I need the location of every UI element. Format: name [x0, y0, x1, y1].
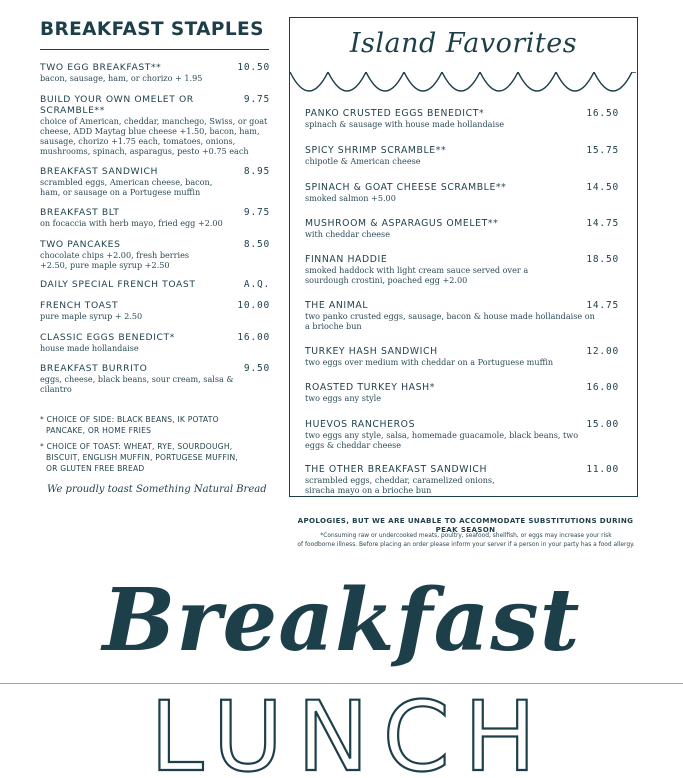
- item-price: 10.50: [237, 62, 270, 73]
- island-favorites-title: Island Favorites: [349, 28, 578, 59]
- item-price: 16.50: [586, 108, 619, 119]
- menu-item: [305, 145, 625, 166]
- item-description: two eggs over medium with cheddar on a Portuguese muffin: [305, 357, 554, 367]
- bread-note: We proudly toast Something Natural Bread: [47, 484, 267, 495]
- island-favorites-section: [289, 17, 638, 497]
- item-price: 16.00: [237, 332, 270, 343]
- side-choice-note: [40, 414, 270, 436]
- item-description: spinach & sausage with house made hollandaise: [305, 119, 505, 129]
- lunch-heading: [120, 678, 580, 778]
- item-name: THE OTHER BREAKFAST SANDWICH: [305, 464, 488, 475]
- note-line: BISCUIT, ENGLISH MUFFIN, PORTUGESE MUFFIN,: [46, 453, 238, 462]
- menu-item: [305, 108, 625, 129]
- note-line: * CHOICE OF SIDE: BLACK BEANS, IK POTATO: [40, 415, 219, 424]
- item-price: 9.75: [243, 94, 270, 105]
- item-name: BREAKFAST BURRITO: [40, 363, 148, 374]
- menu-item: [305, 382, 625, 403]
- item-price: A.Q.: [243, 279, 270, 290]
- menu-item: [40, 239, 270, 270]
- note-line: PANCAKE, OR HOME FRIES: [46, 426, 152, 435]
- item-description: two panko crusted eggs, sausage, bacon & house made hollandaise on a brioche bun: [305, 311, 595, 331]
- toast-choice-note: [40, 441, 270, 474]
- item-description: chipotle & American cheese: [305, 156, 421, 166]
- item-name: DAILY SPECIAL FRENCH TOAST: [40, 279, 196, 290]
- item-description: pure maple syrup + 2.50: [40, 311, 143, 321]
- item-description: smoked salmon +5.00: [305, 193, 396, 203]
- breakfast-staples-section: [40, 18, 270, 495]
- item-description: two eggs any style: [305, 393, 382, 403]
- item-name: SPICY SHRIMP SCRAMBLE**: [305, 145, 447, 156]
- breakfast-staples-title: BREAKFAST STAPLES: [40, 19, 264, 40]
- item-name: PANKO CRUSTED EGGS BENEDICT*: [305, 108, 485, 119]
- item-name: THE ANIMAL: [305, 300, 369, 311]
- item-name: SPINACH & GOAT CHEESE SCRAMBLE**: [305, 182, 507, 193]
- substitution-notice: APOLOGIES, BUT WE ARE UNABLE TO ACCOMMODATE SUBSTITUTIONS DURING PEAK SEASON: [297, 516, 634, 534]
- menu-item: [40, 207, 270, 228]
- item-description: smoked haddock with light cream sauce served over a sourdough crostini, poached egg +2.00: [305, 265, 529, 285]
- note-line: OR GLUTEN FREE BREAD: [46, 464, 145, 473]
- menu-item: [305, 182, 625, 203]
- consumer-advisory: [287, 532, 645, 550]
- item-price: 15.75: [586, 145, 619, 156]
- item-description: scrambled eggs, cheddar, caramelized onions, siracha mayo on a brioche bun: [305, 475, 495, 495]
- item-description: eggs, cheese, black beans, sour cream, salsa & cilantro: [40, 374, 234, 394]
- note-line: * CHOICE OF TOAST: WHEAT, RYE, SOURDOUGH,: [40, 442, 233, 451]
- menu-item: [305, 464, 625, 495]
- lunch-heading-text: LUNCH: [150, 681, 550, 778]
- menu-item: [40, 332, 270, 353]
- item-name: BREAKFAST SANDWICH: [40, 166, 159, 177]
- menu-item: [40, 363, 270, 394]
- item-description: house made hollandaise: [40, 343, 139, 353]
- menu-item: [40, 166, 270, 197]
- item-name: BUILD YOUR OWN OMELET OR SCRAMBLE**: [40, 94, 194, 116]
- item-name: FINNAN HADDIE: [305, 254, 388, 265]
- item-name: BREAKFAST BLT: [40, 207, 120, 218]
- item-price: 8.50: [243, 239, 270, 250]
- scallop-border: [290, 72, 636, 102]
- item-price: 14.50: [586, 182, 619, 193]
- item-name: TURKEY HASH SANDWICH: [305, 346, 438, 357]
- advisory-line: *Consuming raw or undercooked meats, poultry, seafood, shellfish, or eggs may increase your risk: [320, 533, 612, 539]
- menu-item: [305, 300, 625, 331]
- item-name: MUSHROOM & ASPARAGUS OMELET**: [305, 218, 499, 229]
- item-price: 9.75: [243, 207, 270, 218]
- item-name: TWO PANCAKES: [40, 239, 121, 250]
- item-price: 14.75: [586, 218, 619, 229]
- item-description: with cheddar cheese: [305, 229, 390, 239]
- item-price: 8.95: [243, 166, 270, 177]
- item-description: two eggs any style, salsa, homemade guacamole, black beans, two eggs & cheddar cheese: [305, 430, 579, 450]
- item-description: scrambled eggs, American cheese, bacon, ham, or sausage on a Portugese muffin: [40, 177, 213, 197]
- item-price: 11.00: [586, 464, 619, 475]
- item-price: 14.75: [586, 300, 619, 311]
- menu-item: [40, 279, 270, 290]
- item-description: on focaccia with herb mayo, fried egg +2.00: [40, 218, 223, 228]
- item-price: 10.00: [237, 300, 270, 311]
- menu-item: [40, 300, 270, 321]
- item-price: 15.00: [586, 419, 619, 430]
- advisory-line: of foodborne illness. Before placing an order please inform your server if a person in your party has a food allergy.: [297, 542, 635, 548]
- item-name: TWO EGG BREAKFAST**: [40, 62, 162, 73]
- menu-item: [305, 419, 625, 450]
- item-description: bacon, sausage, ham, or chorizo + 1.95: [40, 73, 203, 83]
- breakfast-heading: Breakfast: [102, 570, 581, 671]
- menu-item: [40, 94, 270, 156]
- item-name: CLASSIC EGGS BENEDICT*: [40, 332, 175, 343]
- item-description: choice of American, cheddar, manchego, Swiss, or goat cheese, ADD Maytag blue cheese +1.50, bacon, ham, sausage, chorizo +1.75 each, tomatoes, onions, mushrooms, spinach, asparagus, pesto +0.75 each: [40, 116, 268, 156]
- item-name: FRENCH TOAST: [40, 300, 119, 311]
- item-price: 12.00: [586, 346, 619, 357]
- title-divider: [40, 49, 269, 50]
- item-name: ROASTED TURKEY HASH*: [305, 382, 435, 393]
- item-description: chocolate chips +2.00, fresh berries +2.50, pure maple syrup +2.50: [40, 250, 190, 270]
- item-price: 16.00: [586, 382, 619, 393]
- menu-item: [305, 218, 625, 239]
- menu-item: [305, 346, 625, 367]
- menu-item: [305, 254, 625, 285]
- item-price: 9.50: [243, 363, 270, 374]
- menu-item: [40, 62, 270, 83]
- item-price: 18.50: [586, 254, 619, 265]
- item-name: HUEVOS RANCHEROS: [305, 419, 416, 430]
